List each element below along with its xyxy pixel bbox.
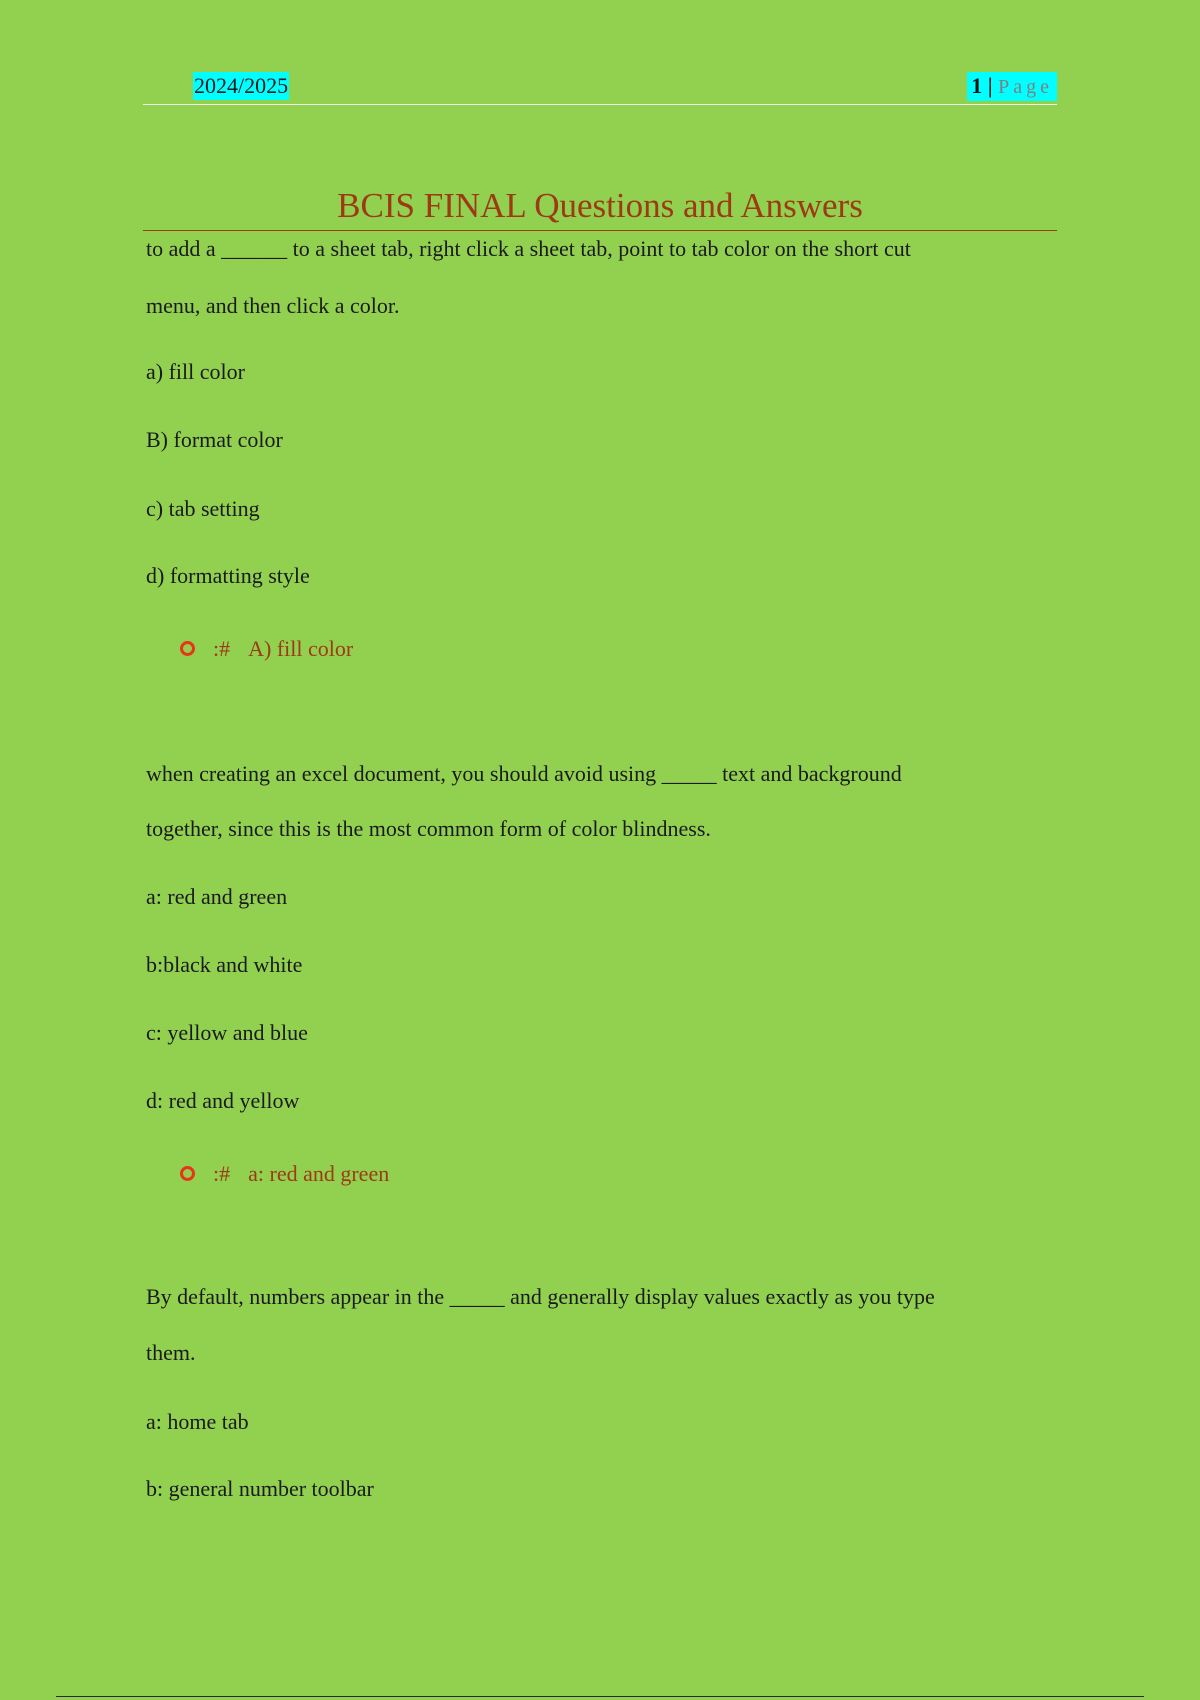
page-header [143, 64, 1057, 105]
page-separator: | [987, 73, 993, 98]
question-3-line-2: them. [146, 1340, 196, 1365]
question-2-option-a: a: red and green [146, 884, 288, 909]
answer-bullet-icon [180, 641, 195, 656]
question-1-line-1: to add a ______ to a sheet tab, right click a sheet tab, point to tab color on the short cut [146, 236, 911, 261]
question-1-line-2: menu, and then click a color. [146, 293, 400, 318]
question-2-answer [180, 1159, 389, 1189]
page-word: Page [998, 76, 1053, 98]
footer-divider [56, 1696, 1144, 1697]
header-page-label [967, 72, 1057, 101]
question-2-option-c: c: yellow and blue [146, 1020, 308, 1045]
question-2-option-d: d: red and yellow [146, 1088, 300, 1113]
header-year: 2024/2025 [194, 73, 289, 98]
page-number: 1 [971, 73, 983, 98]
question-1-answer [180, 634, 353, 664]
question-2-line-1: when creating an excel document, you should avoid using _____ text and background [146, 761, 902, 786]
question-3-option-a: a: home tab [146, 1409, 249, 1434]
question-1-option-c: c) tab setting [146, 496, 260, 521]
question-3-line-1: By default, numbers appear in the _____ and generally display values exactly as you type [146, 1284, 935, 1309]
question-2-line-2: together, since this is the most common form of color blindness. [146, 816, 711, 841]
answer-text: a: red and green [248, 1161, 390, 1186]
question-1-option-d: d) formatting style [146, 563, 310, 588]
answer-bullet-icon [180, 1166, 195, 1181]
question-1-option-b: B) format color [146, 427, 283, 452]
document-title: BCIS FINAL Questions and Answers [143, 182, 1057, 231]
question-2-option-b: b:black and white [146, 952, 303, 977]
question-1-option-a: a) fill color [146, 359, 245, 384]
answer-mark: :# [213, 636, 231, 661]
answer-text: A) fill color [248, 636, 354, 661]
question-3-option-b: b: general number toolbar [146, 1476, 374, 1501]
answer-mark: :# [213, 1161, 231, 1186]
